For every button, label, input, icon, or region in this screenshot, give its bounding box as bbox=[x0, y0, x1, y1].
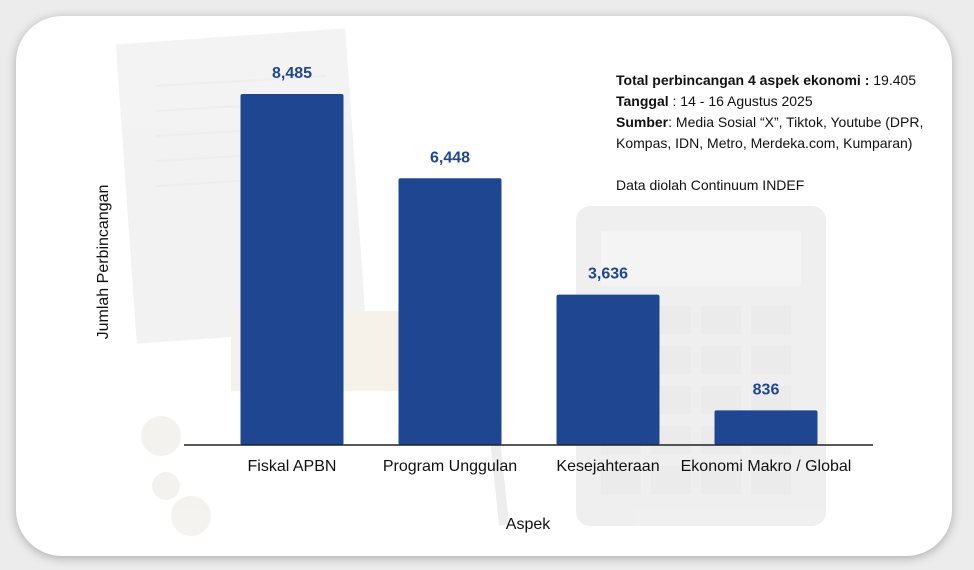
bar-2 bbox=[557, 295, 660, 445]
category-label-3: Ekonomi Makro / Global bbox=[680, 458, 852, 475]
date-line bbox=[616, 91, 946, 112]
data-label-3: 836 bbox=[752, 381, 780, 399]
bar-0 bbox=[241, 94, 344, 445]
x-axis-title: Aspek bbox=[505, 516, 551, 533]
date-label: Tanggal bbox=[616, 93, 669, 109]
data-label-0: 8,485 bbox=[271, 65, 313, 82]
total-value: 19.405 bbox=[869, 72, 917, 88]
source-line bbox=[616, 112, 946, 154]
category-label-1: Program Unggulan bbox=[382, 458, 518, 475]
bar-3 bbox=[715, 410, 818, 445]
total-label: Total perbincangan 4 aspek ekonomi : bbox=[616, 72, 870, 88]
total-line bbox=[616, 70, 946, 91]
bar-1 bbox=[399, 178, 502, 445]
date-value: : 14 - 16 Agustus 2025 bbox=[668, 93, 813, 109]
info-panel bbox=[616, 70, 946, 196]
data-note: Data diolah Continuum INDEF bbox=[616, 177, 805, 193]
source-label: Sumber bbox=[616, 114, 669, 130]
chart-card bbox=[16, 16, 952, 556]
category-label-2: Kesejahteraan bbox=[556, 458, 660, 475]
category-label-0: Fiskal APBN bbox=[247, 458, 337, 475]
source-value: : Media Sosial “X”, Tiktok, Youtube (DPR, Kompas, IDN, Metro, Merdeka.com, Kumparan) bbox=[616, 114, 924, 151]
y-axis-title: Jumlah Perbincangan bbox=[95, 184, 112, 340]
data-label-1: 6,448 bbox=[429, 149, 471, 167]
data-label-2: 3,636 bbox=[587, 265, 629, 283]
